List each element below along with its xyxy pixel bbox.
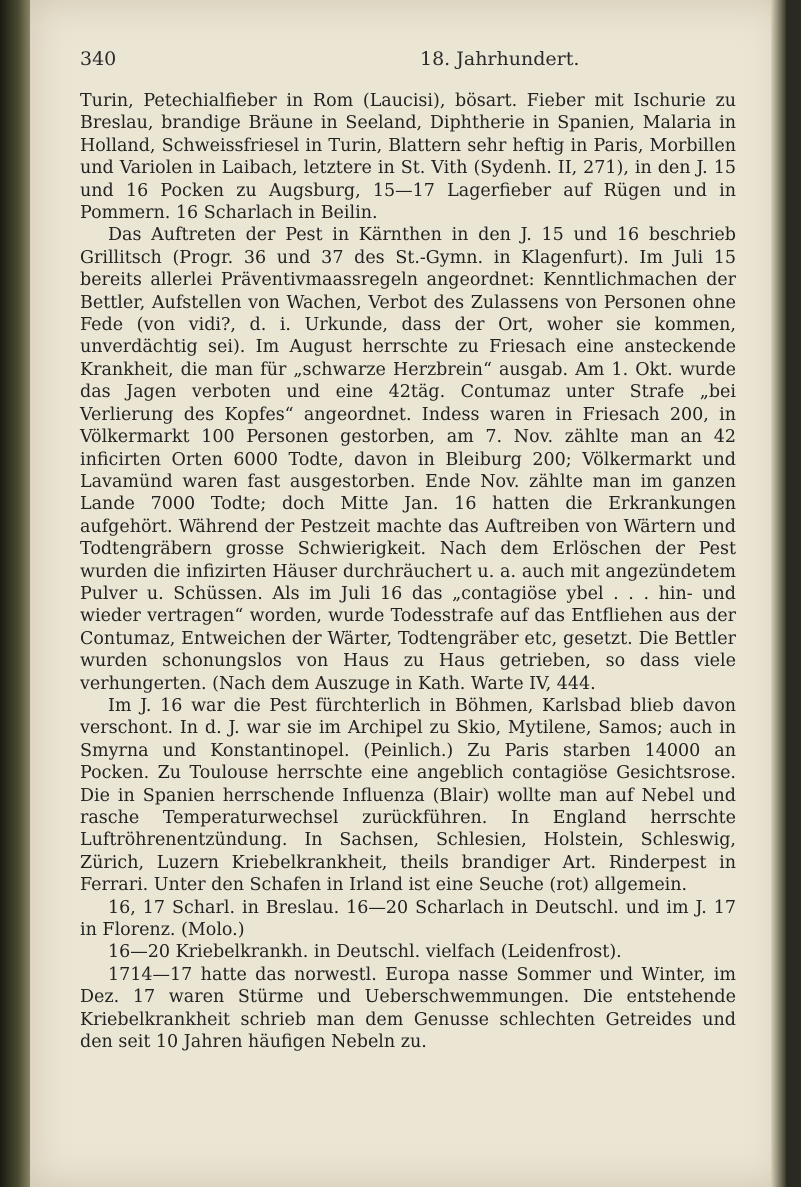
paragraph: 1714—17 hatte das norwestl. Europa nasse Sommer und Winter, im Dez. 17 waren Stürme und Ueberschwemmungen. Die entstehende Kriebelkrankheit schrieb man dem Genusse schlechten Getreides und den seit 10 Jahren häufigen Nebeln zu. <box>80 964 736 1053</box>
running-title: 18. Jahrhundert. <box>420 48 580 70</box>
page-number: 340 <box>80 48 117 70</box>
book-spine-shadow <box>0 0 30 1187</box>
paragraph: Turin, Petechialfieber in Rom (Laucisi), bösart. Fieber mit Ischurie zu Breslau, brandige Bräune in Seeland, Diphtherie in Spanien, Malaria in Holland, Schweissfriesel in Turin, Blattern sehr heftig in Paris, Morbillen und Variolen in Laibach, letztere in St. Vith (Sydenh. II, 271), in den J. 15 und 16 Pocken zu Augsburg, 15—17 Lagerfieber auf Rügen und in Pommern. 16 Scharlach in Beilin. <box>80 91 736 224</box>
page-header <box>80 48 730 78</box>
page-edge <box>771 0 786 1187</box>
paragraph: 16, 17 Scharl. in Breslau. 16—20 Scharlach in Deutschl. und im J. 17 in Florenz. (Molo.) <box>80 897 736 941</box>
paragraph: Das Auftreten der Pest in Kärnthen in den J. 15 und 16 beschrieb Grillitsch (Progr. 36 und 37 des St.-Gymn. in Klagenfurt). Im Juli 15 bereits allerlei Präventivmaassregeln angeordnet: Kenntlichmachen der Bettler, Aufstellen von Wachen, Verbot des Zulassens von Personen ohne Fede (von vidi?, d. i. Urkunde, dass der Ort, woher sie kommen, unverdächtig sei). Im August herrschte zu Friesach eine ansteckende Krankheit, die man für „schwarze Herzbrein“ ausgab. Am 1. Okt. wurde das Jagen verboten und eine 42täg. Contumaz unter Strafe „bei Verlierung des Kopfes“ angeordnet. Indess waren in Friesach 200, in Völkermarkt 100 Personen gestorben, am 7. Nov. zählte man an 42 inficirten Orten 6000 Todte, davon in Bleiburg 200; Völkermarkt und Lavamünd waren fast ausgestorben. Ende Nov. zählte man im ganzen Lande 7000 Todte; doch Mitte Jan. 16 hatten die Erkrankungen aufgehört. Während der Pestzeit machte das Auftreiben von Wärtern und Todtengräbern grosse Schwierigkeit. Nach dem Erlöschen der Pest wurden die infizirten Häuser durchräuchert u. a. auch mit angezündetem Pulver u. Schüssen. Als im Juli 16 das „contagiöse ybel . . . hin- und wieder vertragen“ worden, wurde Todesstrafe auf das Entfliehen aus der Contumaz, Entweichen der Wärter, Todtengräber etc, gesetzt. Die Bettler wurden schonungslos von Haus zu Haus getrieben, so dass viele verhungerten. (Nach dem Auszuge in Kath. Warte IV, 444. <box>80 225 736 694</box>
page-body <box>80 90 736 1053</box>
paragraph: Im J. 16 war die Pest fürchterlich in Böhmen, Karlsbad blieb davon verschont. In d. J. war sie im Archipel zu Skio, Mytilene, Samos; auch in Smyrna und Konstantinopel. (Peinlich.) Zu Paris starben 14000 an Pocken. Zu Toulouse herrschte eine angeblich contagiöse Gesichtsrose. Die in Spanien herrschende Influenza (Blair) wollte man auf Nebel und rasche Temperaturwechsel zurückführen. In England herrschte Luftröhrenentzündung. In Sachsen, Schlesien, Holstein, Schleswig, Zürich, Luzern Kriebelkrankheit, theils brandiger Art. Rinderpest in Ferrari. Unter den Schafen in Irland ist eine Seuche (rot) allgemein. <box>80 695 736 896</box>
paragraph: 16—20 Kriebelkrankh. in Deutschl. vielfach (Leidenfrost). <box>108 942 622 963</box>
